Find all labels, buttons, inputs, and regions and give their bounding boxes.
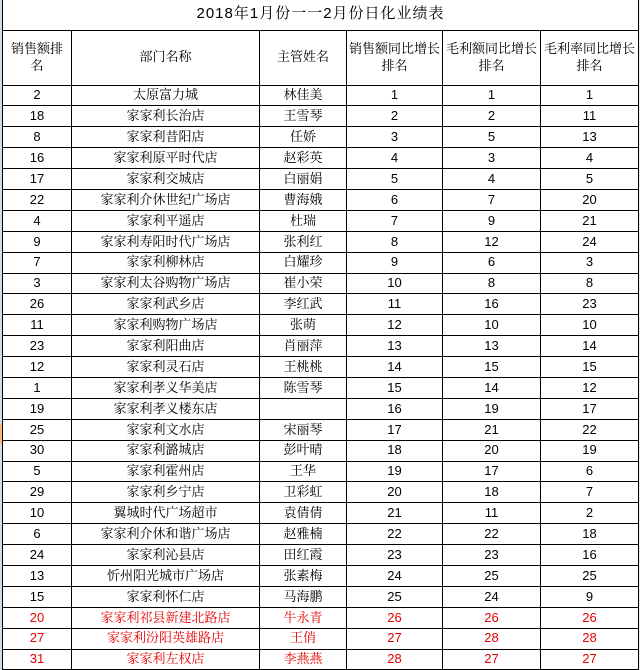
cell-sales-growth-rank: 21 (347, 503, 443, 524)
cell-sales-growth-rank: 20 (347, 482, 443, 503)
cell-department-name: 家家利孝义楼东店 (72, 398, 260, 419)
cell-profit-growth-rank: 16 (443, 294, 541, 315)
cell-manager-name: 任娇 (260, 127, 347, 148)
cell-profit-growth-rank: 3 (443, 148, 541, 169)
cell-sales-rank: 30 (3, 440, 72, 461)
cell-sales-growth-rank: 9 (347, 252, 443, 273)
cell-sales-rank: 27 (3, 628, 72, 649)
cell-margin-growth-rank: 12 (541, 377, 639, 398)
cell-department-name: 翼城时代广场超市 (72, 503, 260, 524)
cell-manager-name: 张萌 (260, 315, 347, 336)
cell-department-name: 家家利长治店 (72, 106, 260, 127)
cell-profit-growth-rank: 24 (443, 586, 541, 607)
cell-manager-name: 彭叶晴 (260, 440, 347, 461)
cell-manager-name: 王雪琴 (260, 106, 347, 127)
cell-profit-growth-rank: 27 (443, 649, 541, 670)
cell-margin-growth-rank: 7 (541, 482, 639, 503)
cell-profit-growth-rank: 4 (443, 169, 541, 190)
cell-profit-growth-rank: 12 (443, 231, 541, 252)
cell-profit-growth-rank: 2 (443, 106, 541, 127)
cell-margin-growth-rank: 18 (541, 524, 639, 545)
cell-margin-growth-rank: 24 (541, 231, 639, 252)
cell-department-name: 家家利孝义华美店 (72, 377, 260, 398)
table-row (3, 628, 639, 649)
cell-sales-rank: 7 (3, 252, 72, 273)
cell-sales-rank: 12 (3, 357, 72, 378)
cell-manager-name: 袁倩倩 (260, 503, 347, 524)
cell-sales-rank: 16 (3, 148, 72, 169)
cell-manager-name: 田红霞 (260, 545, 347, 566)
cell-department-name: 家家利武乡店 (72, 294, 260, 315)
cell-margin-growth-rank: 10 (541, 315, 639, 336)
cell-manager-name: 王桃桃 (260, 357, 347, 378)
cell-profit-growth-rank: 9 (443, 210, 541, 231)
cell-department-name: 家家利介休世纪广场店 (72, 189, 260, 210)
cell-profit-growth-rank: 13 (443, 336, 541, 357)
cell-profit-growth-rank: 25 (443, 565, 541, 586)
cell-manager-name: 王俏 (260, 628, 347, 649)
table-row (3, 127, 639, 148)
table-row (3, 586, 639, 607)
table-row (3, 545, 639, 566)
cell-manager-name: 赵彩英 (260, 148, 347, 169)
cell-margin-growth-rank: 26 (541, 607, 639, 628)
cell-manager-name: 张利红 (260, 231, 347, 252)
table-row (3, 336, 639, 357)
cell-profit-growth-rank: 21 (443, 419, 541, 440)
cell-sales-rank: 13 (3, 565, 72, 586)
cell-sales-rank: 20 (3, 607, 72, 628)
cell-sales-growth-rank: 28 (347, 649, 443, 670)
cell-sales-rank: 8 (3, 127, 72, 148)
header-margin-growth-rank: 毛利率同比增长排名 (541, 30, 639, 85)
cell-manager-name: 林佳美 (260, 85, 347, 106)
table-title: 2018年1月份一一2月份日化业绩表 (3, 0, 639, 30)
cell-sales-rank: 18 (3, 106, 72, 127)
cell-margin-growth-rank: 8 (541, 273, 639, 294)
cell-margin-growth-rank: 6 (541, 461, 639, 482)
cell-manager-name: 李红武 (260, 294, 347, 315)
cell-profit-growth-rank: 7 (443, 189, 541, 210)
cell-sales-growth-rank: 3 (347, 127, 443, 148)
cell-sales-growth-rank: 24 (347, 565, 443, 586)
cell-sales-growth-rank: 26 (347, 607, 443, 628)
cell-profit-growth-rank: 15 (443, 357, 541, 378)
cell-sales-rank: 11 (3, 315, 72, 336)
table-row (3, 440, 639, 461)
cell-sales-rank: 6 (3, 524, 72, 545)
table-row (3, 231, 639, 252)
cell-profit-growth-rank: 22 (443, 524, 541, 545)
table-row (3, 169, 639, 190)
cell-sales-rank: 19 (3, 398, 72, 419)
cell-margin-growth-rank: 28 (541, 628, 639, 649)
table-row (3, 482, 639, 503)
cell-sales-rank: 3 (3, 273, 72, 294)
cell-department-name: 家家利介休和谐广场店 (72, 524, 260, 545)
cell-profit-growth-rank: 14 (443, 377, 541, 398)
cell-sales-rank: 17 (3, 169, 72, 190)
title-row (3, 0, 639, 30)
table-row (3, 649, 639, 670)
cell-manager-name: 宋丽琴 (260, 419, 347, 440)
header-row (3, 30, 639, 85)
performance-table (2, 0, 639, 670)
cell-department-name: 家家利祁县新建北路店 (72, 607, 260, 628)
cell-margin-growth-rank: 11 (541, 106, 639, 127)
cell-manager-name (260, 398, 347, 419)
cell-manager-name: 白耀珍 (260, 252, 347, 273)
cell-margin-growth-rank: 4 (541, 148, 639, 169)
cell-profit-growth-rank: 28 (443, 628, 541, 649)
cell-profit-growth-rank: 5 (443, 127, 541, 148)
cell-sales-rank: 1 (3, 377, 72, 398)
cell-sales-growth-rank: 5 (347, 169, 443, 190)
table-row (3, 294, 639, 315)
table-row (3, 398, 639, 419)
cell-sales-growth-rank: 2 (347, 106, 443, 127)
cell-manager-name: 崔小荣 (260, 273, 347, 294)
cell-sales-growth-rank: 6 (347, 189, 443, 210)
cell-sales-growth-rank: 1 (347, 85, 443, 106)
cell-sales-growth-rank: 13 (347, 336, 443, 357)
cell-manager-name: 杜瑞 (260, 210, 347, 231)
cell-margin-growth-rank: 22 (541, 419, 639, 440)
cell-sales-growth-rank: 17 (347, 419, 443, 440)
cell-sales-growth-rank: 10 (347, 273, 443, 294)
cell-sales-growth-rank: 11 (347, 294, 443, 315)
table-row (3, 189, 639, 210)
table-row (3, 273, 639, 294)
table-row (3, 148, 639, 169)
cell-profit-growth-rank: 10 (443, 315, 541, 336)
cell-profit-growth-rank: 19 (443, 398, 541, 419)
table-row (3, 565, 639, 586)
cell-sales-growth-rank: 16 (347, 398, 443, 419)
header-sales-rank: 销售额排名 (3, 30, 72, 85)
cell-profit-growth-rank: 20 (443, 440, 541, 461)
cell-sales-rank: 25 (3, 419, 72, 440)
cell-sales-rank: 22 (3, 189, 72, 210)
cell-manager-name: 陈雪琴 (260, 377, 347, 398)
table-row (3, 377, 639, 398)
cell-profit-growth-rank: 6 (443, 252, 541, 273)
cell-manager-name: 马海鹏 (260, 586, 347, 607)
cell-margin-growth-rank: 13 (541, 127, 639, 148)
cell-manager-name: 李燕燕 (260, 649, 347, 670)
table-row (3, 85, 639, 106)
cell-department-name: 家家利乡宁店 (72, 482, 260, 503)
header-department-name: 部门名称 (72, 30, 260, 85)
cell-sales-rank: 24 (3, 545, 72, 566)
cell-profit-growth-rank: 23 (443, 545, 541, 566)
cell-sales-growth-rank: 18 (347, 440, 443, 461)
cell-sales-growth-rank: 25 (347, 586, 443, 607)
cell-sales-growth-rank: 14 (347, 357, 443, 378)
cell-manager-name: 张素梅 (260, 565, 347, 586)
cell-department-name: 家家利灵石店 (72, 357, 260, 378)
cell-sales-growth-rank: 8 (347, 231, 443, 252)
cell-margin-growth-rank: 14 (541, 336, 639, 357)
cell-sales-rank: 2 (3, 85, 72, 106)
cell-sales-rank: 15 (3, 586, 72, 607)
cell-margin-growth-rank: 19 (541, 440, 639, 461)
cell-department-name: 家家利霍州店 (72, 461, 260, 482)
cell-sales-growth-rank: 19 (347, 461, 443, 482)
cell-department-name: 家家利沁县店 (72, 545, 260, 566)
cell-sales-rank: 4 (3, 210, 72, 231)
table-row (3, 461, 639, 482)
cell-manager-name: 肖丽萍 (260, 336, 347, 357)
table-row (3, 357, 639, 378)
cell-department-name: 家家利太谷购物广场店 (72, 273, 260, 294)
cell-margin-growth-rank: 20 (541, 189, 639, 210)
cell-sales-rank: 9 (3, 231, 72, 252)
cell-sales-rank: 26 (3, 294, 72, 315)
header-sales-growth-rank: 销售额同比增长排名 (347, 30, 443, 85)
cell-profit-growth-rank: 8 (443, 273, 541, 294)
cell-margin-growth-rank: 9 (541, 586, 639, 607)
cell-department-name: 家家利原平时代店 (72, 148, 260, 169)
cell-department-name: 家家利购物广场店 (72, 315, 260, 336)
cell-department-name: 家家利怀仁店 (72, 586, 260, 607)
cell-sales-rank: 5 (3, 461, 72, 482)
cell-sales-rank: 31 (3, 649, 72, 670)
cell-department-name: 忻州阳光城市广场店 (72, 565, 260, 586)
cell-department-name: 家家利平遥店 (72, 210, 260, 231)
cell-department-name: 太原富力城 (72, 85, 260, 106)
cell-sales-rank: 23 (3, 336, 72, 357)
header-profit-growth-rank: 毛利额同比增长排名 (443, 30, 541, 85)
cell-manager-name: 白丽娟 (260, 169, 347, 190)
cell-margin-growth-rank: 15 (541, 357, 639, 378)
cell-sales-growth-rank: 27 (347, 628, 443, 649)
cell-margin-growth-rank: 21 (541, 210, 639, 231)
cell-margin-growth-rank: 5 (541, 169, 639, 190)
cell-manager-name: 曹海娥 (260, 189, 347, 210)
cell-department-name: 家家利柳林店 (72, 252, 260, 273)
table-row (3, 252, 639, 273)
cell-sales-rank: 10 (3, 503, 72, 524)
table-row (3, 524, 639, 545)
cell-profit-growth-rank: 11 (443, 503, 541, 524)
cell-margin-growth-rank: 25 (541, 565, 639, 586)
cell-sales-growth-rank: 22 (347, 524, 443, 545)
cell-margin-growth-rank: 3 (541, 252, 639, 273)
cell-manager-name: 牛永青 (260, 607, 347, 628)
cell-department-name: 家家利文水店 (72, 419, 260, 440)
cell-manager-name: 卫彩虹 (260, 482, 347, 503)
table-row (3, 210, 639, 231)
table-row (3, 315, 639, 336)
cell-sales-growth-rank: 4 (347, 148, 443, 169)
cell-department-name: 家家利昔阳店 (72, 127, 260, 148)
table-row (3, 106, 639, 127)
cell-margin-growth-rank: 23 (541, 294, 639, 315)
cell-department-name: 家家利阳曲店 (72, 336, 260, 357)
cell-department-name: 家家利交城店 (72, 169, 260, 190)
cell-margin-growth-rank: 17 (541, 398, 639, 419)
cell-sales-growth-rank: 15 (347, 377, 443, 398)
cell-department-name: 家家利汾阳英雄路店 (72, 628, 260, 649)
cell-profit-growth-rank: 26 (443, 607, 541, 628)
cell-margin-growth-rank: 16 (541, 545, 639, 566)
cell-department-name: 家家利寿阳时代广场店 (72, 231, 260, 252)
cell-department-name: 家家利潞城店 (72, 440, 260, 461)
table-row (3, 607, 639, 628)
cell-profit-growth-rank: 18 (443, 482, 541, 503)
cell-sales-growth-rank: 12 (347, 315, 443, 336)
cell-margin-growth-rank: 1 (541, 85, 639, 106)
cell-sales-growth-rank: 23 (347, 545, 443, 566)
table-row (3, 419, 639, 440)
header-manager-name: 主管姓名 (260, 30, 347, 85)
cell-margin-growth-rank: 2 (541, 503, 639, 524)
cell-sales-growth-rank: 7 (347, 210, 443, 231)
cell-profit-growth-rank: 1 (443, 85, 541, 106)
cell-manager-name: 赵雅楠 (260, 524, 347, 545)
cell-department-name: 家家利左权店 (72, 649, 260, 670)
cell-margin-growth-rank: 27 (541, 649, 639, 670)
table-row (3, 503, 639, 524)
cell-manager-name: 王华 (260, 461, 347, 482)
cell-sales-rank: 29 (3, 482, 72, 503)
cell-profit-growth-rank: 17 (443, 461, 541, 482)
